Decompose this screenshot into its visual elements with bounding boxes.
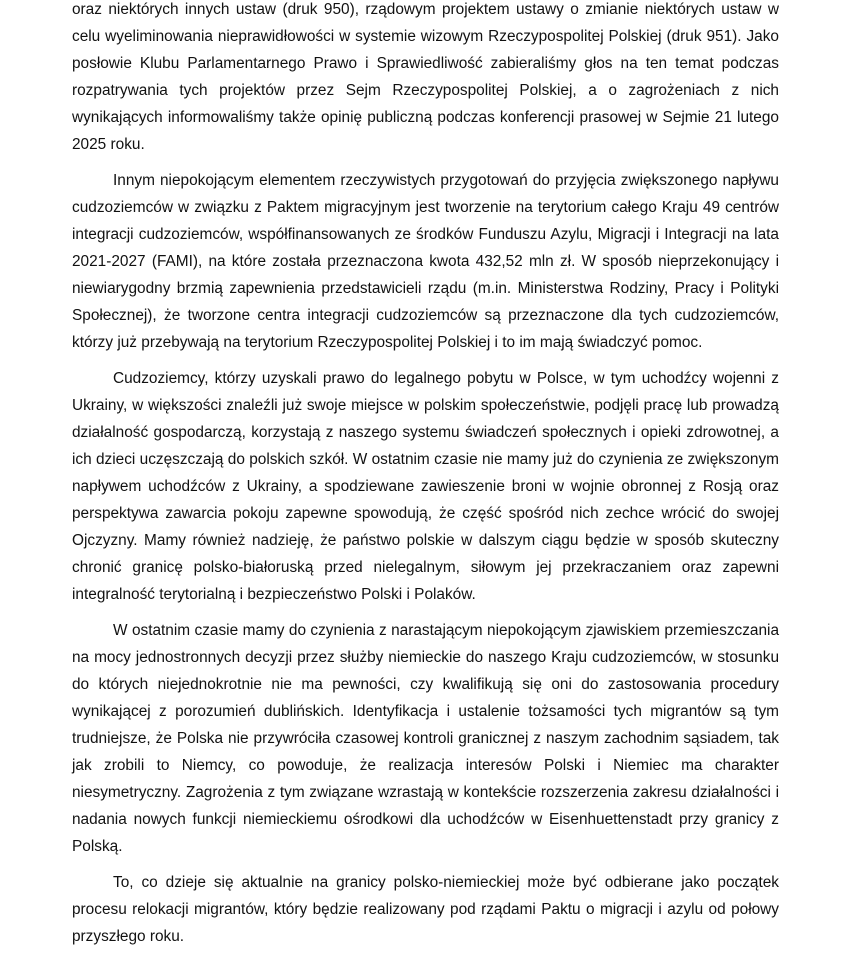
document-page	[72, 0, 779, 959]
paragraph-foreigners-legal-stay: Cudzoziemcy, którzy uzyskali prawo do legalnego pobytu w Polsce, w tym uchodźcy wojenni z Ukrainy, w większości znaleźli już swoje miejsce w polskim społeczeństwie, podjęli pracę lub prowadzą działalność gospodarczą, korzystają z naszego systemu świadczeń społecznych i opieki zdrowotnej, a ich dzieci uczęszczają do polskich szkół. W ostatnim czasie nie mamy już do czynienia ze zwiększonym napływem uchodźców z Ukrainy, a spodziewane zawieszenie broni w wojnie obronnej z Rosją oraz perspektywa zawarcia pokoju zapewne spowodują, że część spośród nich zechce wrócić do swojej Ojczyzny. Mamy również nadzieję, że państwo polskie w dalszym ciągu będzie w sposób skuteczny chronić granicę polsko-białoruską przed nielegalnym, siłowym jej przekraczaniem oraz zapewni integralność terytorialną i bezpieczeństwo Polski i Polaków.	[72, 370, 779, 603]
paragraph-relocation-process: To, co dzieje się aktualnie na granicy polsko-niemieckiej może być odbierane jako początek procesu relokacji migrantów, który będzie realizowany pod rządami Paktu o migracji i azylu od połowy przyszłego roku.	[72, 874, 779, 945]
paragraph-german-transfers: W ostatnim czasie mamy do czynienia z narastającym niepokojącym zjawiskiem przemieszczania na mocy jednostronnych decyzji przez służby niemieckie do naszego Kraju cudzoziemców, w stosunku do których niejednokrotnie nie ma pewności, czy kwalifikują się oni do zastosowania procedury wynikającej z porozumień dublińskich. Identyfikacja i ustalenie tożsamości tych migrantów są tym trudniejsze, że Polska nie przywróciła czasowej kontroli granicznej z naszym zachodnim sąsiadem, tak jak zrobili to Niemcy, co powoduje, że realizacja interesów Polski i Niemiec ma charakter niesymetryczny. Zagrożenia z tym związane wzrastają w kontekście rozszerzenia zakresu działalności i nadania nowych funkcji niemieckiemu ośrodkowi dla uchodźców w Eisenhuettenstadt przy granicy z Polską.	[72, 622, 779, 855]
paragraph-continuation: oraz niektórych innych ustaw (druk 950), rządowym projektem ustawy o zmianie niektórych ustaw w celu wyeliminowania nieprawidłowości w systemie wizowym Rzeczypospolitej Polskiej (druk 951). Jako posłowie Klubu Parlamentarnego Prawo i Sprawiedliwość zabieraliśmy głos na ten temat podczas rozpatrywania tych projektów przez Sejm Rzeczypospolitej Polskiej, a o zagrożeniach z nich wynikających informowaliśmy także opinię publiczną podczas konferencji prasowej w Sejmie 21 lutego 2025 roku.	[72, 1, 779, 153]
paragraph-integration-centers: Innym niepokojącym elementem rzeczywistych przygotowań do przyjęcia zwiększonego napływu cudzoziemców w związku z Paktem migracyjnym jest tworzenie na terytorium całego Kraju 49 centrów integracji cudzoziemców, współfinansowanych ze środków Funduszu Azylu, Migracji i Integracji na lata 2021-2027 (FAMI), na które została przeznaczona kwota 432,52 mln zł. W sposób nieprzekonujący i niewiarygodny brzmią zapewnienia przedstawicieli rządu (m.in. Ministerstwa Rodziny, Pracy i Polityki Społecznej), że tworzone centra integracji cudzoziemców są przeznaczone dla tych cudzoziemców, którzy już przebywają na terytorium Rzeczypospolitej Polskiej i to im mają świadczyć pomoc.	[72, 172, 779, 351]
